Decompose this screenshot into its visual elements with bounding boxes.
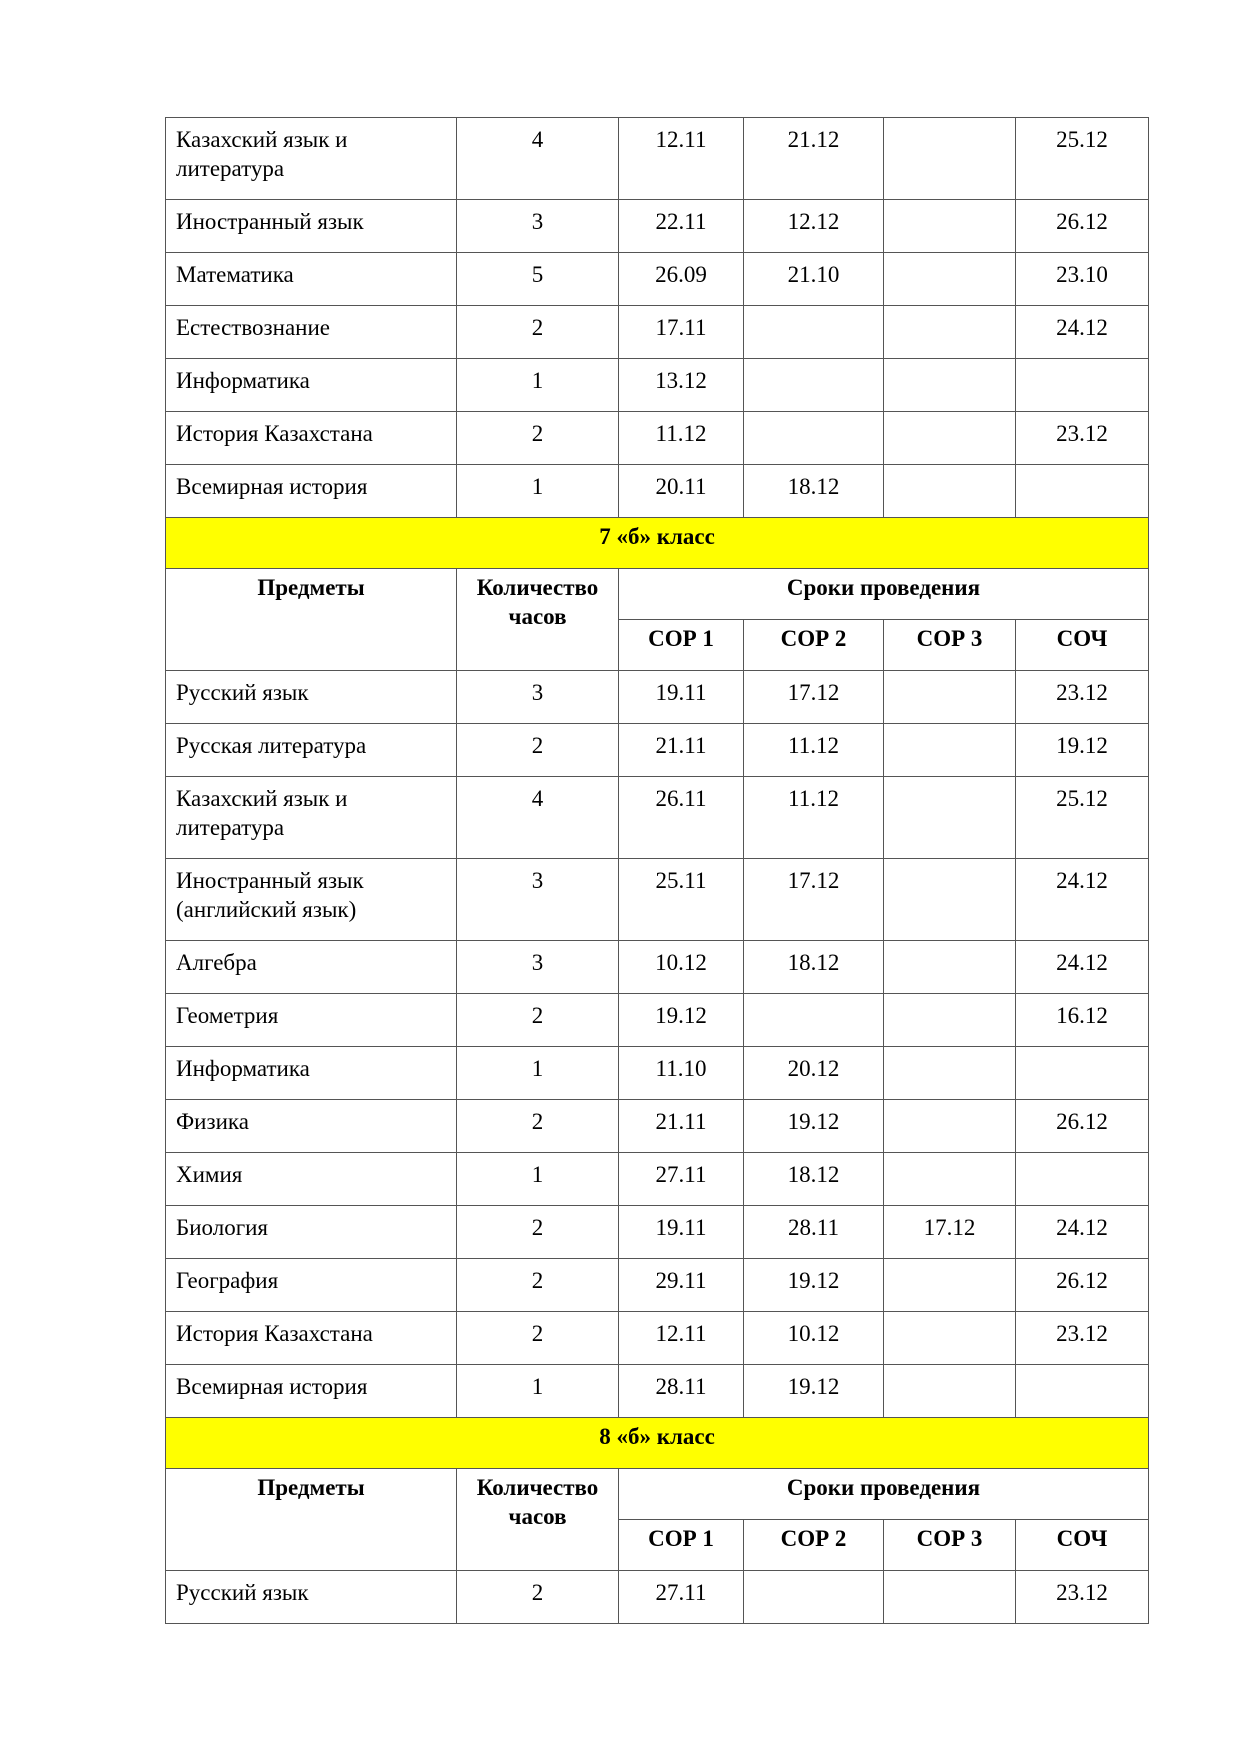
sor2-cell: 19.12	[744, 1365, 884, 1418]
soch-cell	[1016, 359, 1149, 412]
subject-cell: Казахский язык и литература	[166, 118, 457, 200]
sor1-cell: 11.12	[619, 412, 744, 465]
sor2-cell	[744, 1571, 884, 1624]
soch-cell: 25.12	[1016, 777, 1149, 859]
table-row	[166, 200, 1149, 253]
class-band-7b	[166, 518, 1149, 569]
soch-cell: 23.12	[1016, 412, 1149, 465]
header-row	[166, 569, 1149, 620]
hours-cell: 1	[457, 1365, 619, 1418]
subject-cell: История Казахстана	[166, 412, 457, 465]
sor3-cell	[884, 118, 1016, 200]
hours-cell: 3	[457, 859, 619, 941]
class-title: 8 «б» класс	[166, 1418, 1149, 1469]
hours-cell: 4	[457, 777, 619, 859]
table-row	[166, 359, 1149, 412]
table-row	[166, 1153, 1149, 1206]
soch-cell: 25.12	[1016, 118, 1149, 200]
sor2-cell: 28.11	[744, 1206, 884, 1259]
header-hours: Количество часов	[457, 1469, 619, 1571]
table-row	[166, 118, 1149, 200]
hours-cell: 2	[457, 1312, 619, 1365]
sor2-cell	[744, 412, 884, 465]
sor2-cell	[744, 306, 884, 359]
subject-cell: Информатика	[166, 359, 457, 412]
sor1-cell: 17.11	[619, 306, 744, 359]
soch-cell: 23.12	[1016, 1312, 1149, 1365]
table-row	[166, 1365, 1149, 1418]
soch-cell: 24.12	[1016, 306, 1149, 359]
subject-cell: Русская литература	[166, 724, 457, 777]
header-sor3: СОР 3	[884, 1520, 1016, 1571]
subject-cell: Иностранный язык	[166, 200, 457, 253]
table-row	[166, 1100, 1149, 1153]
sor2-cell: 18.12	[744, 465, 884, 518]
sor3-cell	[884, 465, 1016, 518]
sor3-cell	[884, 994, 1016, 1047]
subject-cell: Русский язык	[166, 1571, 457, 1624]
sor3-cell	[884, 777, 1016, 859]
soch-cell	[1016, 1153, 1149, 1206]
sor3-cell	[884, 1100, 1016, 1153]
subject-cell: Всемирная история	[166, 465, 457, 518]
sor3-cell	[884, 724, 1016, 777]
hours-cell: 2	[457, 1571, 619, 1624]
hours-cell: 3	[457, 200, 619, 253]
table-row	[166, 1571, 1149, 1624]
sor1-cell: 27.11	[619, 1153, 744, 1206]
subject-cell: Казахский язык и литература	[166, 777, 457, 859]
sor3-cell	[884, 1571, 1016, 1624]
sor1-cell: 22.11	[619, 200, 744, 253]
sor1-cell: 13.12	[619, 359, 744, 412]
sor2-cell: 18.12	[744, 941, 884, 994]
sor3-cell	[884, 1365, 1016, 1418]
soch-cell: 24.12	[1016, 941, 1149, 994]
soch-cell: 26.12	[1016, 200, 1149, 253]
hours-cell: 2	[457, 306, 619, 359]
sor2-cell: 21.10	[744, 253, 884, 306]
table-row	[166, 306, 1149, 359]
sor2-cell: 11.12	[744, 724, 884, 777]
sor3-cell	[884, 1047, 1016, 1100]
header-row	[166, 1469, 1149, 1520]
sor1-cell: 26.09	[619, 253, 744, 306]
soch-cell: 24.12	[1016, 859, 1149, 941]
table-row	[166, 994, 1149, 1047]
sor1-cell: 21.11	[619, 724, 744, 777]
header-sor2: СОР 2	[744, 1520, 884, 1571]
schedule-sheet	[165, 117, 1148, 1624]
sor2-cell: 19.12	[744, 1100, 884, 1153]
hours-cell: 5	[457, 253, 619, 306]
soch-cell: 26.12	[1016, 1259, 1149, 1312]
sor3-cell	[884, 1312, 1016, 1365]
sor2-cell: 17.12	[744, 859, 884, 941]
sor1-cell: 27.11	[619, 1571, 744, 1624]
hours-cell: 1	[457, 359, 619, 412]
hours-cell: 2	[457, 1100, 619, 1153]
sor2-cell	[744, 359, 884, 412]
hours-cell: 1	[457, 465, 619, 518]
subject-cell: География	[166, 1259, 457, 1312]
sor1-cell: 12.11	[619, 1312, 744, 1365]
sor2-cell: 20.12	[744, 1047, 884, 1100]
subject-cell: Информатика	[166, 1047, 457, 1100]
table-row	[166, 253, 1149, 306]
sor1-cell: 10.12	[619, 941, 744, 994]
soch-cell: 23.12	[1016, 671, 1149, 724]
hours-cell: 2	[457, 724, 619, 777]
table-row	[166, 941, 1149, 994]
sor2-cell: 17.12	[744, 671, 884, 724]
soch-cell: 26.12	[1016, 1100, 1149, 1153]
sor1-cell: 20.11	[619, 465, 744, 518]
subject-cell: Всемирная история	[166, 1365, 457, 1418]
soch-cell	[1016, 465, 1149, 518]
header-subjects: Предметы	[166, 1469, 457, 1571]
sor2-cell: 12.12	[744, 200, 884, 253]
hours-cell: 2	[457, 994, 619, 1047]
hours-cell: 2	[457, 412, 619, 465]
header-hours: Количество часов	[457, 569, 619, 671]
subject-cell: Физика	[166, 1100, 457, 1153]
header-sor2: СОР 2	[744, 620, 884, 671]
hours-cell: 2	[457, 1206, 619, 1259]
sor2-cell: 19.12	[744, 1259, 884, 1312]
soch-cell: 16.12	[1016, 994, 1149, 1047]
hours-cell: 4	[457, 118, 619, 200]
sor1-cell: 25.11	[619, 859, 744, 941]
header-period: Сроки проведения	[619, 569, 1149, 620]
subject-cell: История Казахстана	[166, 1312, 457, 1365]
table-row	[166, 1206, 1149, 1259]
subject-cell: Естествознание	[166, 306, 457, 359]
soch-cell	[1016, 1047, 1149, 1100]
soch-cell	[1016, 1365, 1149, 1418]
hours-cell: 1	[457, 1153, 619, 1206]
sor3-cell	[884, 359, 1016, 412]
assessment-schedule-table	[165, 117, 1149, 1624]
table-row	[166, 671, 1149, 724]
header-sor1: СОР 1	[619, 1520, 744, 1571]
sor3-cell	[884, 859, 1016, 941]
sor3-cell	[884, 671, 1016, 724]
sor1-cell: 12.11	[619, 118, 744, 200]
sor3-cell	[884, 306, 1016, 359]
subject-cell: Алгебра	[166, 941, 457, 994]
sor1-cell: 19.11	[619, 671, 744, 724]
sor3-cell	[884, 253, 1016, 306]
subject-cell: Русский язык	[166, 671, 457, 724]
header-subjects: Предметы	[166, 569, 457, 671]
table-row	[166, 465, 1149, 518]
sor1-cell: 11.10	[619, 1047, 744, 1100]
table-row	[166, 1259, 1149, 1312]
table-row	[166, 724, 1149, 777]
sor3-cell	[884, 1153, 1016, 1206]
sor2-cell: 10.12	[744, 1312, 884, 1365]
header-soch: СОЧ	[1016, 620, 1149, 671]
subject-cell: Математика	[166, 253, 457, 306]
sor3-cell	[884, 200, 1016, 253]
hours-cell: 3	[457, 941, 619, 994]
soch-cell: 23.12	[1016, 1571, 1149, 1624]
subject-cell: Биология	[166, 1206, 457, 1259]
soch-cell: 19.12	[1016, 724, 1149, 777]
header-period: Сроки проведения	[619, 1469, 1149, 1520]
sor1-cell: 29.11	[619, 1259, 744, 1312]
soch-cell: 23.10	[1016, 253, 1149, 306]
soch-cell: 24.12	[1016, 1206, 1149, 1259]
header-sor1: СОР 1	[619, 620, 744, 671]
class-title: 7 «б» класс	[166, 518, 1149, 569]
sor2-cell: 21.12	[744, 118, 884, 200]
sor2-cell: 11.12	[744, 777, 884, 859]
sor1-cell: 26.11	[619, 777, 744, 859]
hours-cell: 2	[457, 1259, 619, 1312]
subject-cell: Химия	[166, 1153, 457, 1206]
sor1-cell: 19.12	[619, 994, 744, 1047]
table-body	[166, 118, 1149, 1624]
sor2-cell: 18.12	[744, 1153, 884, 1206]
subject-cell: Геометрия	[166, 994, 457, 1047]
table-row	[166, 1047, 1149, 1100]
table-row	[166, 1312, 1149, 1365]
header-soch: СОЧ	[1016, 1520, 1149, 1571]
table-row	[166, 777, 1149, 859]
hours-cell: 3	[457, 671, 619, 724]
sor1-cell: 21.11	[619, 1100, 744, 1153]
table-row	[166, 859, 1149, 941]
subject-cell: Иностранный язык (английский язык)	[166, 859, 457, 941]
sor3-cell	[884, 941, 1016, 994]
sor1-cell: 28.11	[619, 1365, 744, 1418]
sor3-cell: 17.12	[884, 1206, 1016, 1259]
sor3-cell	[884, 412, 1016, 465]
hours-cell: 1	[457, 1047, 619, 1100]
header-sor3: СОР 3	[884, 620, 1016, 671]
class-band-8b	[166, 1418, 1149, 1469]
table-row	[166, 412, 1149, 465]
sor1-cell: 19.11	[619, 1206, 744, 1259]
sor2-cell	[744, 994, 884, 1047]
sor3-cell	[884, 1259, 1016, 1312]
